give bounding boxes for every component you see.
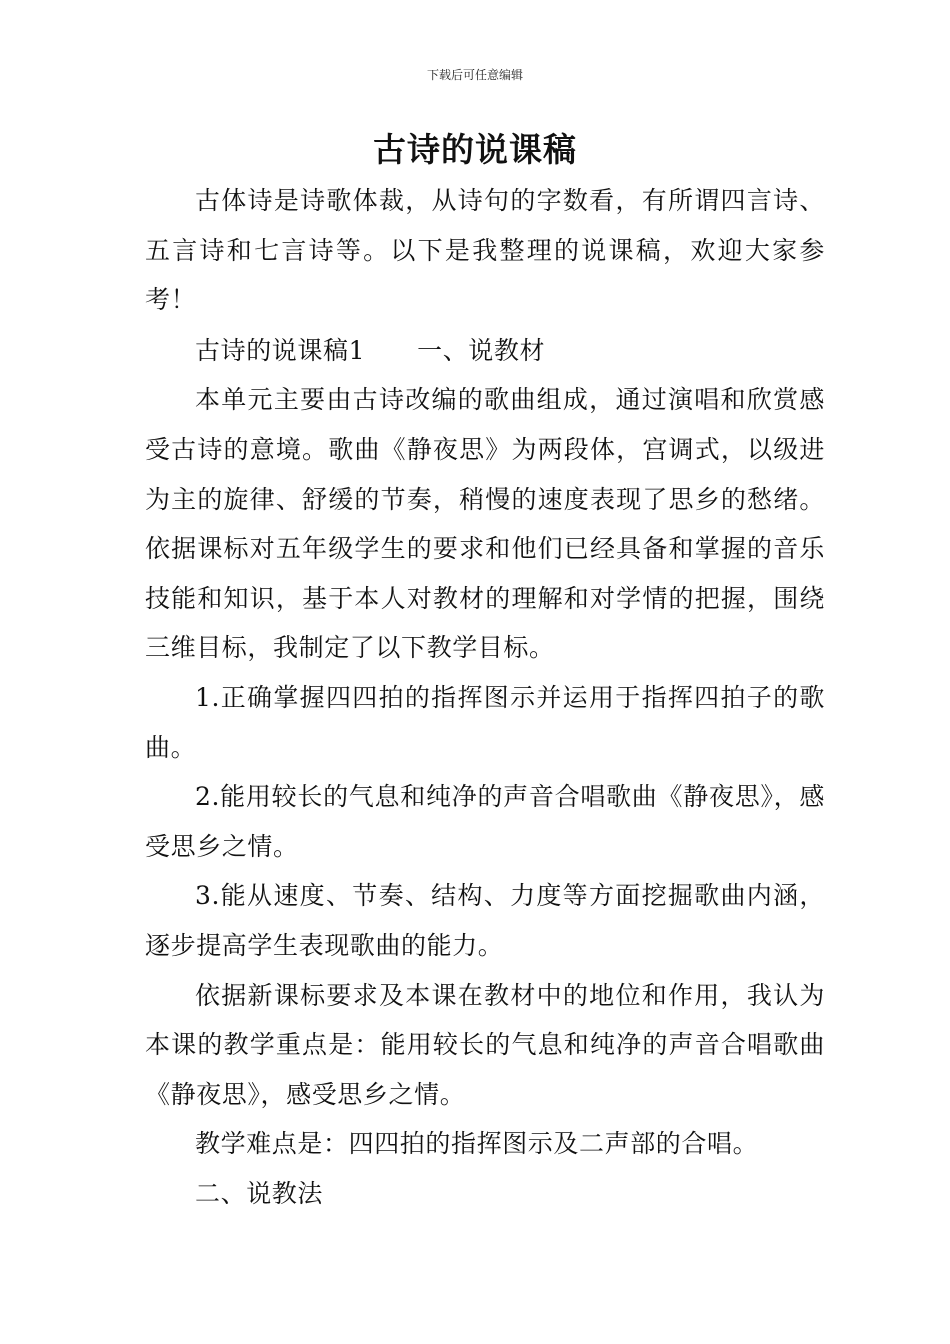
goal-2: 2.能用较长的气息和纯净的声音合唱歌曲《静夜思》，感受思乡之情。: [145, 782, 825, 861]
header-note: 下载后可任意编辑: [426, 68, 523, 82]
document-body: [145, 176, 825, 1218]
difficulty-paragraph: 教学难点是：四四拍的指挥图示及二声部的合唱。: [195, 1129, 759, 1159]
goal-3: 3.能从速度、节奏、结构、力度等方面挖掘歌曲内涵，逐步提高学生表现歌曲的能力。: [145, 881, 825, 960]
material-paragraph: 本单元主要由古诗改编的歌曲组成，通过演唱和欣赏感受古诗的意境。歌曲《静夜思》为两段体，宫调式，以级进为主的旋律、舒缓的节奏，稍慢的速度表现了思乡的愁绪。依据课标对五年级学生的要求和他们已经具备和掌握的音乐技能和知识，基于本人对教材的理解和对学情的把握，围绕三维目标，我制定了以下教学目标。: [145, 385, 825, 663]
intro-paragraph: 古体诗是诗歌体裁，从诗句的字数看，有所谓四言诗、五言诗和七言诗等。以下是我整理的说课稿，欢迎大家参考！: [145, 186, 825, 315]
goal-1: 1.正确掌握四四拍的指挥图示并运用于指挥四拍子的歌曲。: [145, 682, 825, 762]
section2-heading: 二、说教法: [195, 1178, 324, 1208]
section1-heading-line: [145, 326, 825, 376]
key-point-paragraph: 依据新课标要求及本课在教材中的地位和作用，我认为本课的教学重点是：能用较长的气息和纯净的声音合唱歌曲《静夜思》，感受思乡之情。: [145, 980, 825, 1109]
document-title: 古诗的说课稿: [373, 130, 577, 169]
section1-heading: 古诗的说课稿1: [195, 335, 366, 365]
section1-subheading: 一、说教材: [417, 335, 546, 365]
